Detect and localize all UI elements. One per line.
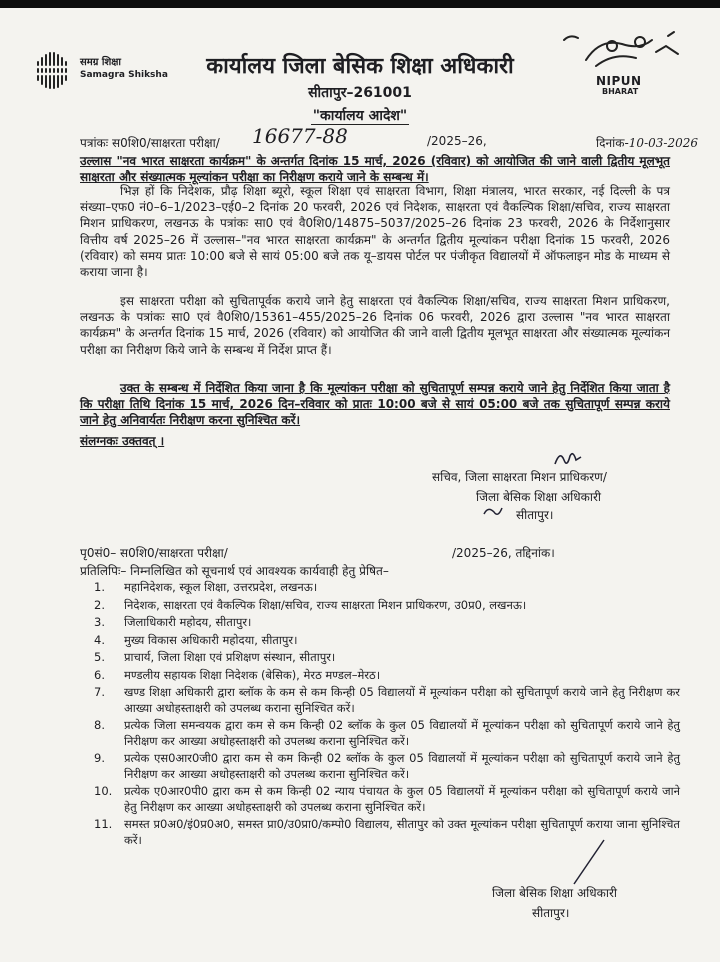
list-item-text: जिलाधिकारी महोदय, सीतापुर। (124, 615, 252, 629)
date-label: दिनांक- (596, 136, 629, 150)
signatory-city: सीतापुर। (516, 508, 554, 522)
list-item (80, 615, 680, 631)
logo-english-text: Samagra Shiksha (80, 70, 168, 80)
list-item-text: प्रत्येक जिला समन्वयक द्वारा कम से कम किन्ही 02 ब्लॉक के कुल 05 विद्यालयों में मूल्यांकन परीक्षा को सुचितापूर्ण कराये जाने हेतु निरीक्षण कर आख्या अधोहस्ताक्षरी को उपलब्ध कराना सुनिश्चित करें। (124, 718, 680, 748)
list-item (80, 718, 680, 749)
list-item-text: समस्त प्र0अ0/इं0प्र0अ0, समस्त प्रा0/उ0प्रा0/कम्पो0 विद्यालय, सीतापुर को उक्त मूल्यांकन परीक्षा सुचितापूर्ण कराया जाना सुनिश्चित करें। (124, 817, 680, 847)
list-item-text: प्राचार्य, जिला शिक्षा एवं प्रशिक्षण संस्थान, सीतापुर। (124, 650, 336, 664)
nipun-logo-text: NIPUN (596, 74, 642, 88)
list-item-text: खण्ड शिक्षा अधिकारी द्वारा ब्लॉक के कम से कम किन्ही 05 विद्यालयों में मूल्यांकन परीक्षा को सुचितापूर्ण कराये जाने हेतु निरीक्षण कर आख्या अधोहस्ताक्षरी को उपलब्ध कराना सुनिश्चित करें। (124, 685, 680, 715)
reference-number-handwritten: 16677-88 (252, 124, 348, 148)
list-item-number: 9. (94, 751, 105, 765)
list-item-number: 6. (94, 667, 105, 682)
office-title: कार्यालय जिला बेसिक शिक्षा अधिकारी (206, 54, 514, 79)
copy-reference-label: पृ0सं0– स0शि0/साक्षरता परीक्षा/ (80, 546, 228, 560)
list-item-number: 2. (94, 597, 105, 612)
subject-line: उल्लास "नव भारत साक्षरता कार्यक्रम" के अन्तर्गत दिनांक 15 मार्च, 2026 (रविवार) को आयोजित की जाने वाली द्वितीय मूलभूत साक्षरता और संख्यात्मक मूल्यांकन परीक्षा का निरीक्षण कराये जाने के सम्बन्ध में। (80, 154, 670, 185)
bharat-logo-text: BHARAT (602, 87, 639, 96)
list-item (80, 751, 680, 782)
paragraph-2: इस साक्षरता परीक्षा को सुचितापूर्वक कराये जाने हेतु साक्षरता एवं वैकल्पिक शिक्षा/सचिव, राज्य साक्षरता मिशन प्राधिकरण, लखनऊ के पत्रांकः सा0 एवं वै0शि0/15361–455/2025–26 दिनांक 06 फरवरी, 2026 द्वारा उल्लास "नव भारत साक्षरता कार्यक्रम" के अन्तर्गत दिनांक 15 मार्च, 2026 (रविवार) को आयोजित की जाने वाली द्वितीय मूलभूत साक्षरता और संख्यात्मक मूल्यांकन परीक्षा का निरीक्षण किये जाने के सम्बन्ध में निर्देश प्राप्त हैं। (80, 294, 670, 357)
list-item-number: 7. (94, 685, 105, 699)
logo-hindi-text: समग्र शिक्षा (80, 57, 122, 68)
list-item-number: 11. (94, 817, 113, 831)
reference-year: /2025–26, (427, 134, 487, 148)
list-item-text: महानिदेशक, स्कूल शिक्षा, उत्तरप्रदेश, लखनऊ। (124, 580, 318, 594)
final-signatory-city: सीतापुर। (532, 906, 570, 920)
paragraph-1: भिज्ञ हों कि निदेशक, प्रौढ़ शिक्षा ब्यूरो, स्कूल शिक्षा एवं साक्षरता विभाग, शिक्षा मंत्रालय, भारत सरकार, नई दिल्ली के पत्र संख्या–एफ0 नं0–6–1/2023–एई0–2 दिनांक 20 फरवरी, 2026 एवं निदेशक, साक्षरता एवं वैकल्पिक शिक्षा/सचिव, राज्य साक्षरता मिशन प्राधिकरण, लखनऊ के पत्रांकः सा0 एवं वै0शि0/14875–5037/2025–26 दिनांक 23 फरवरी, 2026 के निर्देशानुसार वित्तीय वर्ष 2025–26 में उल्लास–"नव भारत साक्षरता कार्यक्रम" के अन्तर्गत द्वितीय मूल्यांकन परीक्षा दिनांक 15 फरवरी, 2026 (रविवार) को समय प्रातः 10:00 बजे से सायं 05:00 बजे तक यू–डायस पोर्टल पर पंजीकृत विद्यालयों में ऑफलाइन मोड के माध्यम से कराया जाना है। (80, 184, 670, 280)
list-item (80, 668, 680, 684)
list-item (80, 784, 680, 815)
signature-scribble-icon (552, 448, 584, 470)
copy-recipient-list (80, 580, 680, 850)
list-item-number: 1. (94, 580, 105, 594)
list-item (80, 650, 680, 666)
list-item-text: प्रत्येक एस0आर0जी0 द्वारा कम से कम किन्ही 02 ब्लॉक के कुल 05 विद्यालयों में मूल्यांकन परीक्षा को सुचितापूर्ण कराये जाने हेतु निरीक्षण कर आख्या अधोहस्ताक्षरी को उपलब्ध कराना सुनिश्चित करें। (124, 751, 680, 781)
list-item-number: 5. (94, 650, 105, 664)
final-signatory-designation: जिला बेसिक शिक्षा अधिकारी (492, 886, 617, 900)
list-item-number: 4. (94, 632, 105, 647)
list-item (80, 633, 680, 649)
reference-label: पत्रांकः स0शि0/साक्षरता परीक्षा/ (80, 136, 220, 150)
top-edge-shadow (0, 0, 720, 8)
copy-intro: प्रतिलिपिः– निम्नलिखित को सूचनार्थ एवं आवश्यक कार्यवाही हेतु प्रेषित– (80, 564, 389, 578)
list-item-number: 8. (94, 718, 105, 732)
list-item-number: 10. (94, 784, 113, 798)
list-item (80, 598, 680, 614)
list-item-text: निदेशक, साक्षरता एवं वैकल्पिक शिक्षा/सचिव, राज्य साक्षरता मिशन प्राधिकरण, उ0प्र0, लखनऊ। (124, 597, 527, 612)
enclosure-note: संलग्नकः उक्तवत् । (80, 434, 165, 448)
signatory-designation-2: जिला बेसिक शिक्षा अधिकारी (476, 490, 601, 504)
reference-date (596, 134, 698, 151)
initials-scribble-icon (480, 502, 506, 522)
list-item (80, 580, 680, 596)
list-item-number: 3. (94, 615, 105, 629)
date-handwritten: 10-03-2026 (628, 136, 698, 150)
signatory-designation-1: सचिव, जिला साक्षरता मिशन प्राधिकरण/ (432, 470, 607, 484)
list-item-text: मुख्य विकास अधिकारी महोदया, सीतापुर। (124, 632, 298, 647)
order-title-text: "कार्यालय आदेश" (312, 108, 408, 124)
final-signature-stroke-icon (568, 838, 608, 888)
copy-reference-year: /2025–26, तद्दिनांक। (452, 546, 555, 560)
list-item-text: प्रत्येक ए0आर0पी0 द्वारा कम से कम किन्ही 02 न्याय पंचायत के कुल 05 विद्यालयों में मूल्यांकन परीक्षा को सुचितापूर्ण कराये जाने हेतु निरीक्षण कर आख्या अधोहस्ताक्षरी को उपलब्ध कराना सुनिश्चित करें। (124, 784, 680, 814)
paragraph-3-directive: उक्त के सम्बन्ध में निर्देशित किया जाना है कि मूल्यांकन परीक्षा को सुचितापूर्ण सम्पन्न कराये जाने हेतु निर्देशित किया जाता है कि परीक्षा तिथि दिनांक 15 मार्च, 2026 दिन–रविवार को प्रातः 10:00 बजे से सायं 05:00 बजे तक सुचितापूर्ण सम्पन्न कराये जाने हेतु अनिवार्यतः निरीक्षण करना सुनिश्चित करें। (80, 381, 670, 428)
list-item (80, 685, 680, 716)
order-title (0, 106, 720, 125)
list-item-text: मण्डलीय सहायक शिक्षा निदेशक (बेसिक), मेरठ मण्डल–मेरठ। (124, 667, 381, 682)
office-city: सीतापुर–261001 (308, 85, 412, 101)
